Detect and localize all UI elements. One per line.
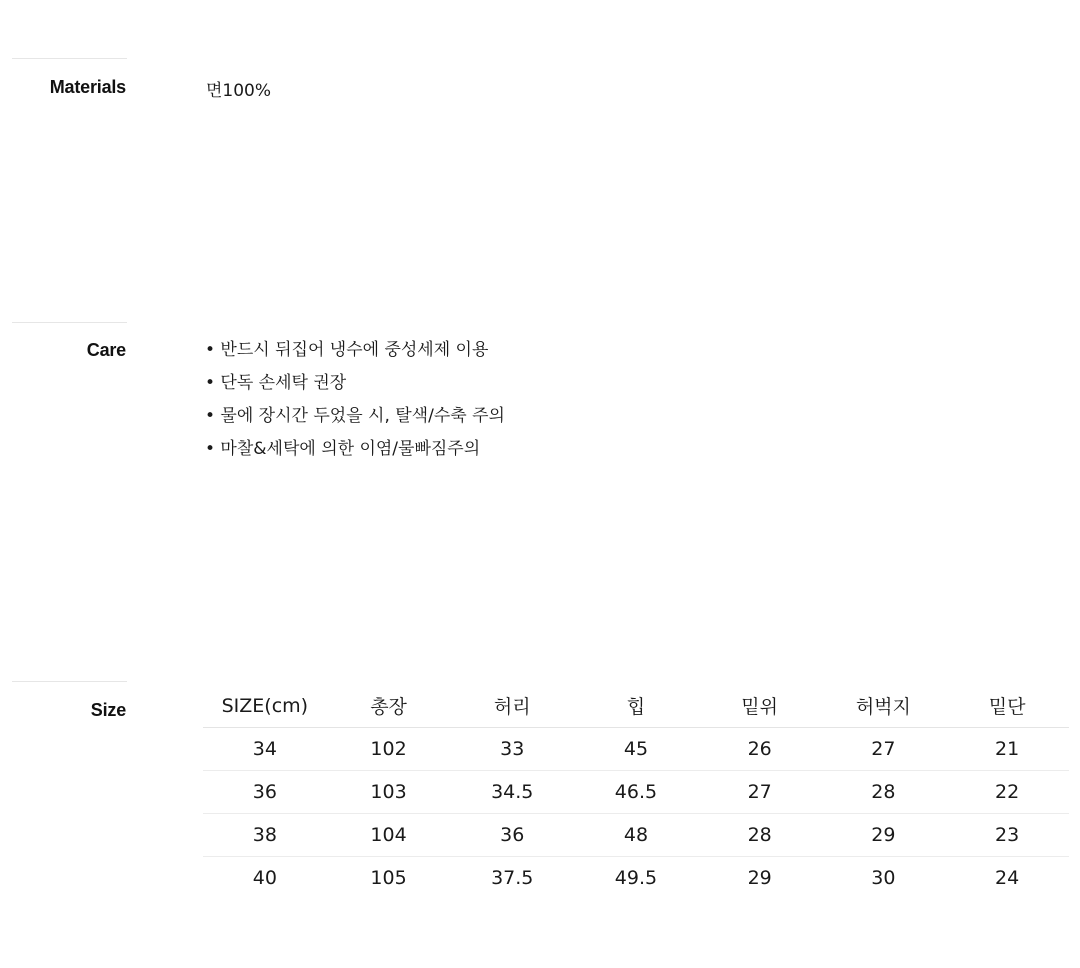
table-cell: 22: [945, 771, 1069, 814]
size-table-header-cell: 밑위: [698, 684, 822, 728]
table-cell: 24: [995, 867, 1020, 889]
table-cell: 27: [822, 728, 946, 771]
table-cell: 30: [871, 867, 896, 889]
materials-divider: [12, 58, 127, 59]
table-cell: 45: [574, 728, 698, 771]
size-label: Size: [90, 700, 126, 720]
table-cell: 37.5: [491, 867, 534, 889]
care-instructions-list: [205, 338, 505, 470]
table-cell: 28: [698, 814, 822, 857]
size-table-header-cell: 총장: [327, 684, 451, 728]
table-cell: 48: [574, 814, 698, 857]
care-divider: [12, 322, 127, 323]
size-table-header-cell: 허벅지: [822, 684, 946, 728]
table-cell: 105: [370, 867, 407, 889]
care-item: • 물에 장시간 두었을 시, 탈색/수축 주의: [205, 406, 505, 426]
table-cell: 36: [450, 814, 574, 857]
table-cell: 104: [327, 814, 451, 857]
table-cell: 36: [203, 771, 327, 814]
size-table-header-cell: 허리: [450, 684, 574, 728]
care-item: • 마찰&세탁에 의한 이염/물빠짐주의: [205, 439, 481, 459]
table-cell: 28: [822, 771, 946, 814]
table-row: [203, 814, 1069, 857]
materials-value: 면100%: [206, 81, 272, 101]
table-cell: 29: [747, 867, 772, 889]
care-label: Care: [86, 340, 126, 360]
table-row: [203, 728, 1069, 771]
table-cell: 23: [945, 814, 1069, 857]
size-divider: [12, 681, 127, 682]
care-item: • 반드시 뒤집어 냉수에 중성세제 이용: [205, 340, 489, 360]
table-cell: 21: [945, 728, 1069, 771]
table-cell: 34: [203, 728, 327, 771]
size-table-header-cell: 밑단: [945, 684, 1069, 728]
table-cell: 38: [203, 814, 327, 857]
table-cell: 46.5: [574, 771, 698, 814]
table-cell: 26: [698, 728, 822, 771]
size-table-header-cell: SIZE(cm): [203, 684, 327, 728]
size-table-header-cell: 힙: [574, 684, 698, 728]
table-cell: 102: [327, 728, 451, 771]
table-cell: 103: [327, 771, 451, 814]
table-row: [203, 857, 1069, 900]
size-chart-table: [203, 684, 1069, 899]
table-cell: 40: [252, 867, 277, 889]
table-cell: 29: [822, 814, 946, 857]
size-table-header-row: [203, 684, 1069, 728]
table-cell: 27: [698, 771, 822, 814]
table-row: [203, 771, 1069, 814]
table-cell: 33: [450, 728, 574, 771]
care-item: • 단독 손세탁 권장: [205, 373, 347, 393]
table-cell: 34.5: [450, 771, 574, 814]
materials-label: Materials: [49, 77, 126, 97]
table-cell: 49.5: [614, 867, 658, 889]
